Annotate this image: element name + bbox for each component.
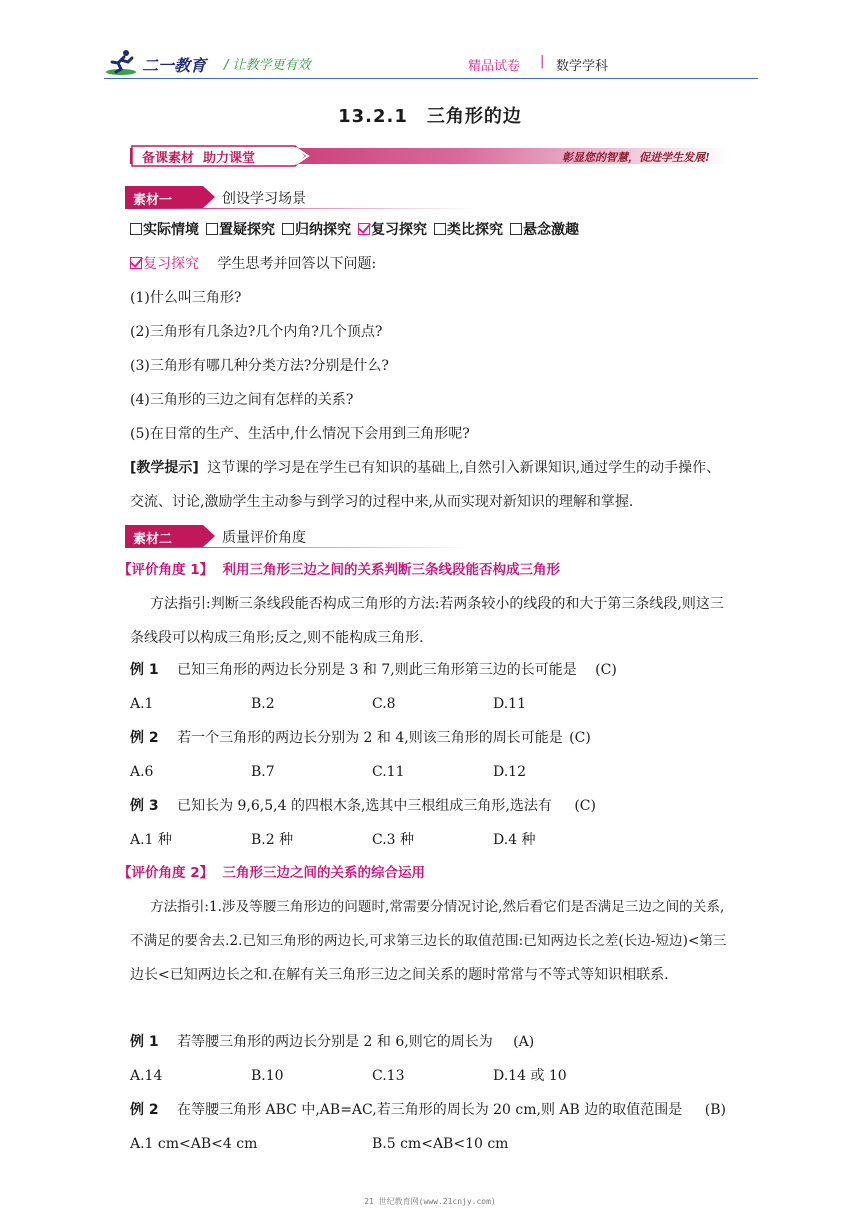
- section2-tag: [125, 525, 215, 547]
- page-header: [104, 44, 760, 78]
- banner-label: 备课素材 助力课堂: [142, 151, 256, 166]
- choice-d: D.12: [493, 764, 526, 780]
- choice-b: B.2 种: [251, 832, 294, 848]
- section1-tag-label: 素材一: [133, 193, 173, 208]
- section2-title: 质量评价角度: [222, 530, 306, 546]
- choice-b: B.2: [251, 696, 275, 712]
- example-answer: (B): [704, 1102, 726, 1118]
- choice-a: A.6: [130, 764, 154, 780]
- angle2-method-line3: 边长<已知两边长之和.在解有关三角形三边之间关系的题时常常与不等式等知识相联系.: [130, 967, 669, 983]
- angle1-method-line2: 条线段可以构成三角形;反之,则不能构成三角形.: [130, 630, 424, 646]
- section2-tag-label: 素材二: [133, 532, 173, 547]
- teaching-tip-line2: 交流、讨论,激励学生主动参与到学习的过程中来,从而实现对新知识的理解和掌握.: [130, 494, 634, 510]
- example-label: 例 1: [130, 1034, 159, 1050]
- review-line: [130, 254, 376, 274]
- choice-b: B.7: [251, 764, 275, 780]
- header-tag-right: 数学学科: [556, 59, 609, 74]
- option-analogy-explore[interactable]: 类比探究: [434, 220, 503, 240]
- option-suspense[interactable]: 悬念激趣: [510, 220, 579, 240]
- header-separator: |: [540, 54, 545, 69]
- section1-underline: [125, 208, 475, 209]
- angle1-method-line1: 方法指引:判断三条线段能否构成三角形的方法:若两条较小的线段的和大于第三条线段,则这三: [150, 596, 724, 612]
- example-label: 例 1: [130, 662, 159, 678]
- example-answer: (C): [574, 798, 596, 814]
- example-answer: (C): [595, 662, 617, 678]
- teaching-tip-label: [教学提示]: [130, 460, 199, 476]
- option-doubt-explore[interactable]: 置疑探究: [206, 220, 275, 240]
- choice-c: C.8: [372, 696, 396, 712]
- header-tag-left: 精品试卷: [468, 59, 521, 74]
- choice-a: A.14: [130, 1068, 163, 1084]
- angle2-heading: 【评价角度 2】 三角形三边之间的关系的综合运用: [118, 865, 425, 881]
- section1-tag: [125, 186, 215, 208]
- choice-c: C.13: [372, 1068, 405, 1084]
- example-label: 例 2: [130, 1102, 159, 1118]
- question-2: (2)三角形有几条边?几个内角?几个顶点?: [130, 324, 383, 340]
- checkbox-icon: [434, 223, 446, 235]
- example-label: 例 2: [130, 730, 159, 746]
- choice-d: D.11: [493, 696, 526, 712]
- choice-b: B.5 cm<AB<10 cm: [372, 1136, 509, 1152]
- angle1-example3: 例 3 已知长为 9,6,5,4 的四根木条,选其中三根组成三角形,选法有 (C): [130, 798, 596, 814]
- choice-a: A.1 cm<AB<4 cm: [130, 1136, 258, 1152]
- page-footer: 21 世纪教育网(www.21cnjy.com): [364, 1197, 496, 1206]
- angle2-example2: 例 2 在等腰三角形 ABC 中,AB=AC,若三角形的周长为 20 cm,则 AB 边的取值范围是 (B): [130, 1102, 726, 1118]
- checkbox-icon: [206, 223, 218, 235]
- choice-a: A.1 种: [130, 832, 172, 848]
- angle1-example2: 例 2 若一个三角形的两边长分别为 2 和 4,则该三角形的周长可能是 (C): [130, 730, 591, 746]
- page-title: 13.2.1 三角形的边: [338, 106, 522, 127]
- example-answer: (A): [513, 1034, 535, 1050]
- choice-d: D.14 或 10: [493, 1068, 567, 1084]
- option-induction-explore[interactable]: 归纳探究: [282, 220, 351, 240]
- checkbox-icon: [282, 223, 294, 235]
- question-5: (5)在日常的生产、生活中,什么情况下会用到三角形呢?: [130, 426, 470, 442]
- option-review-explore[interactable]: 复习探究: [358, 220, 427, 240]
- choice-b: B.10: [251, 1068, 284, 1084]
- selected-scene-label: 复习探究: [143, 256, 199, 272]
- section1-title: 创设学习场景: [222, 191, 306, 207]
- header-slogan: / 让教学更有效: [224, 58, 311, 73]
- checked-checkbox-icon: [358, 223, 370, 235]
- checked-checkbox-icon: [130, 257, 142, 269]
- banner: [130, 145, 730, 167]
- angle2-method-line1: 方法指引:1.涉及等腰三角形边的问题时,常需要分情况讨论,然后看它们是否满足三边之间的关系,: [150, 899, 725, 915]
- angle1-example1: 例 1 已知三角形的两边长分别是 3 和 7,则此三角形第三边的长可能是 (C): [130, 662, 617, 678]
- choice-d: D.4 种: [493, 832, 536, 848]
- question-1: (1)什么叫三角形?: [130, 290, 242, 306]
- banner-slogan: 彰显您的智慧，促进学生发展!: [562, 151, 710, 164]
- question-4: (4)三角形的三边之间有怎样的关系?: [130, 392, 354, 408]
- header-divider: [104, 78, 758, 79]
- review-intro: 学生思考并回答以下问题:: [217, 256, 377, 272]
- example-answer: (C): [569, 730, 591, 746]
- example-label: 例 3: [130, 798, 159, 814]
- choice-c: C.3 种: [372, 832, 415, 848]
- logo-text: 二一教育: [142, 56, 207, 75]
- section2-underline: [125, 547, 475, 548]
- teaching-tip-line1: [教学提示] 这节课的学习是在学生已有知识的基础上,自然引入新课知识,通过学生的动手操作、: [130, 460, 721, 476]
- choice-a: A.1: [130, 696, 154, 712]
- angle1-heading: 【评价角度 1】 利用三角形三边之间的关系判断三条线段能否构成三角形: [118, 562, 560, 578]
- runner-logo-icon: [104, 48, 138, 76]
- question-3: (3)三角形有哪几种分类方法?分别是什么?: [130, 358, 389, 374]
- choice-c: C.11: [372, 764, 405, 780]
- option-real-scene[interactable]: 实际情境: [130, 220, 199, 240]
- checkbox-icon: [130, 223, 142, 235]
- angle2-method-line2: 不满足的要舍去.2.已知三角形的两边长,可求第三边长的取值范围:已知两边长之差(长边-短边)<第三: [130, 933, 727, 949]
- checkbox-icon: [510, 223, 522, 235]
- angle2-example1: 例 1 若等腰三角形的两边长分别是 2 和 6,则它的周长为 (A): [130, 1034, 535, 1050]
